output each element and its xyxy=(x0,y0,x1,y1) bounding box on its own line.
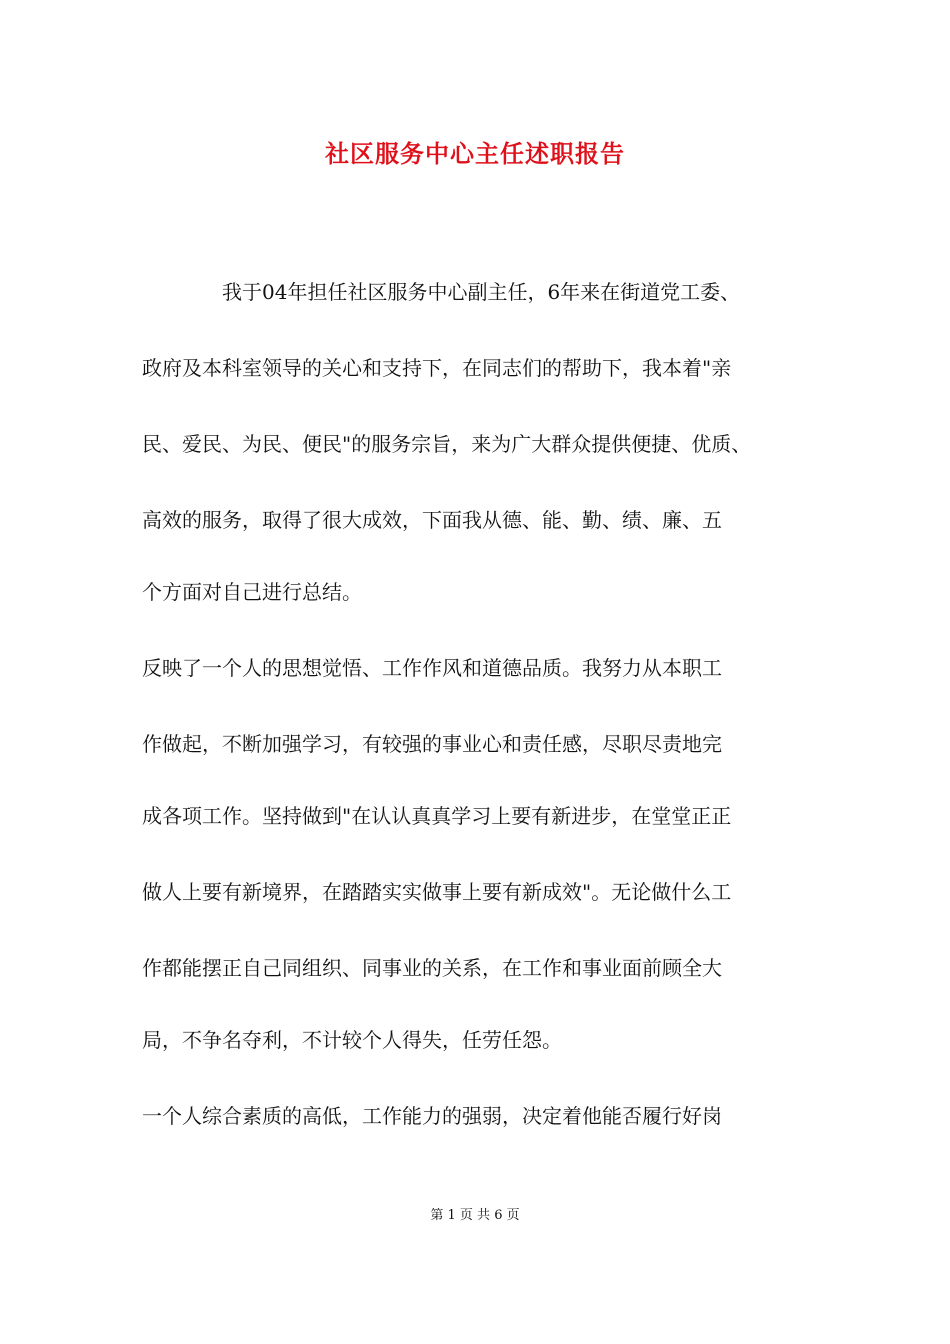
body-line-12: 一个人综合素质的高低，工作能力的强弱，决定着他能否履行好岗 xyxy=(142,1104,722,1128)
body-line-9: 做人上要有新境界，在踏踏实实做事上要有新成效"。无论做什么工 xyxy=(142,880,732,904)
body-line-2: 政府及本科室领导的关心和支持下，在同志们的帮助下，我本着"亲 xyxy=(142,356,732,380)
body-line-3: 民、爱民、为民、便民"的服务宗旨，来为广大群众提供便捷、优质、 xyxy=(142,432,752,456)
body-line-11: 局，不争名夺利，不计较个人得失，任劳任怨。 xyxy=(142,1028,562,1052)
body-line-5: 个方面对自己进行总结。 xyxy=(142,580,362,604)
document-title: 社区服务中心主任述职报告 xyxy=(325,139,625,168)
body-line-6: 反映了一个人的思想觉悟、工作作风和道德品质。我努力从本职工 xyxy=(142,656,722,680)
body-line-1: 我于04年担任社区服务中心副主任，6年来在街道党工委、 xyxy=(142,280,741,304)
page-number-footer: 第 1 页 共 6 页 xyxy=(430,1208,520,1223)
body-line-8: 成各项工作。坚持做到"在认认真真学习上要有新进步，在堂堂正正 xyxy=(142,804,732,828)
body-line-4: 高效的服务，取得了很大成效，下面我从德、能、勤、绩、廉、五 xyxy=(142,508,722,532)
body-line-10: 作都能摆正自己同组织、同事业的关系，在工作和事业面前顾全大 xyxy=(142,956,722,980)
body-line-7: 作做起，不断加强学习，有较强的事业心和责任感，尽职尽责地完 xyxy=(142,732,722,756)
